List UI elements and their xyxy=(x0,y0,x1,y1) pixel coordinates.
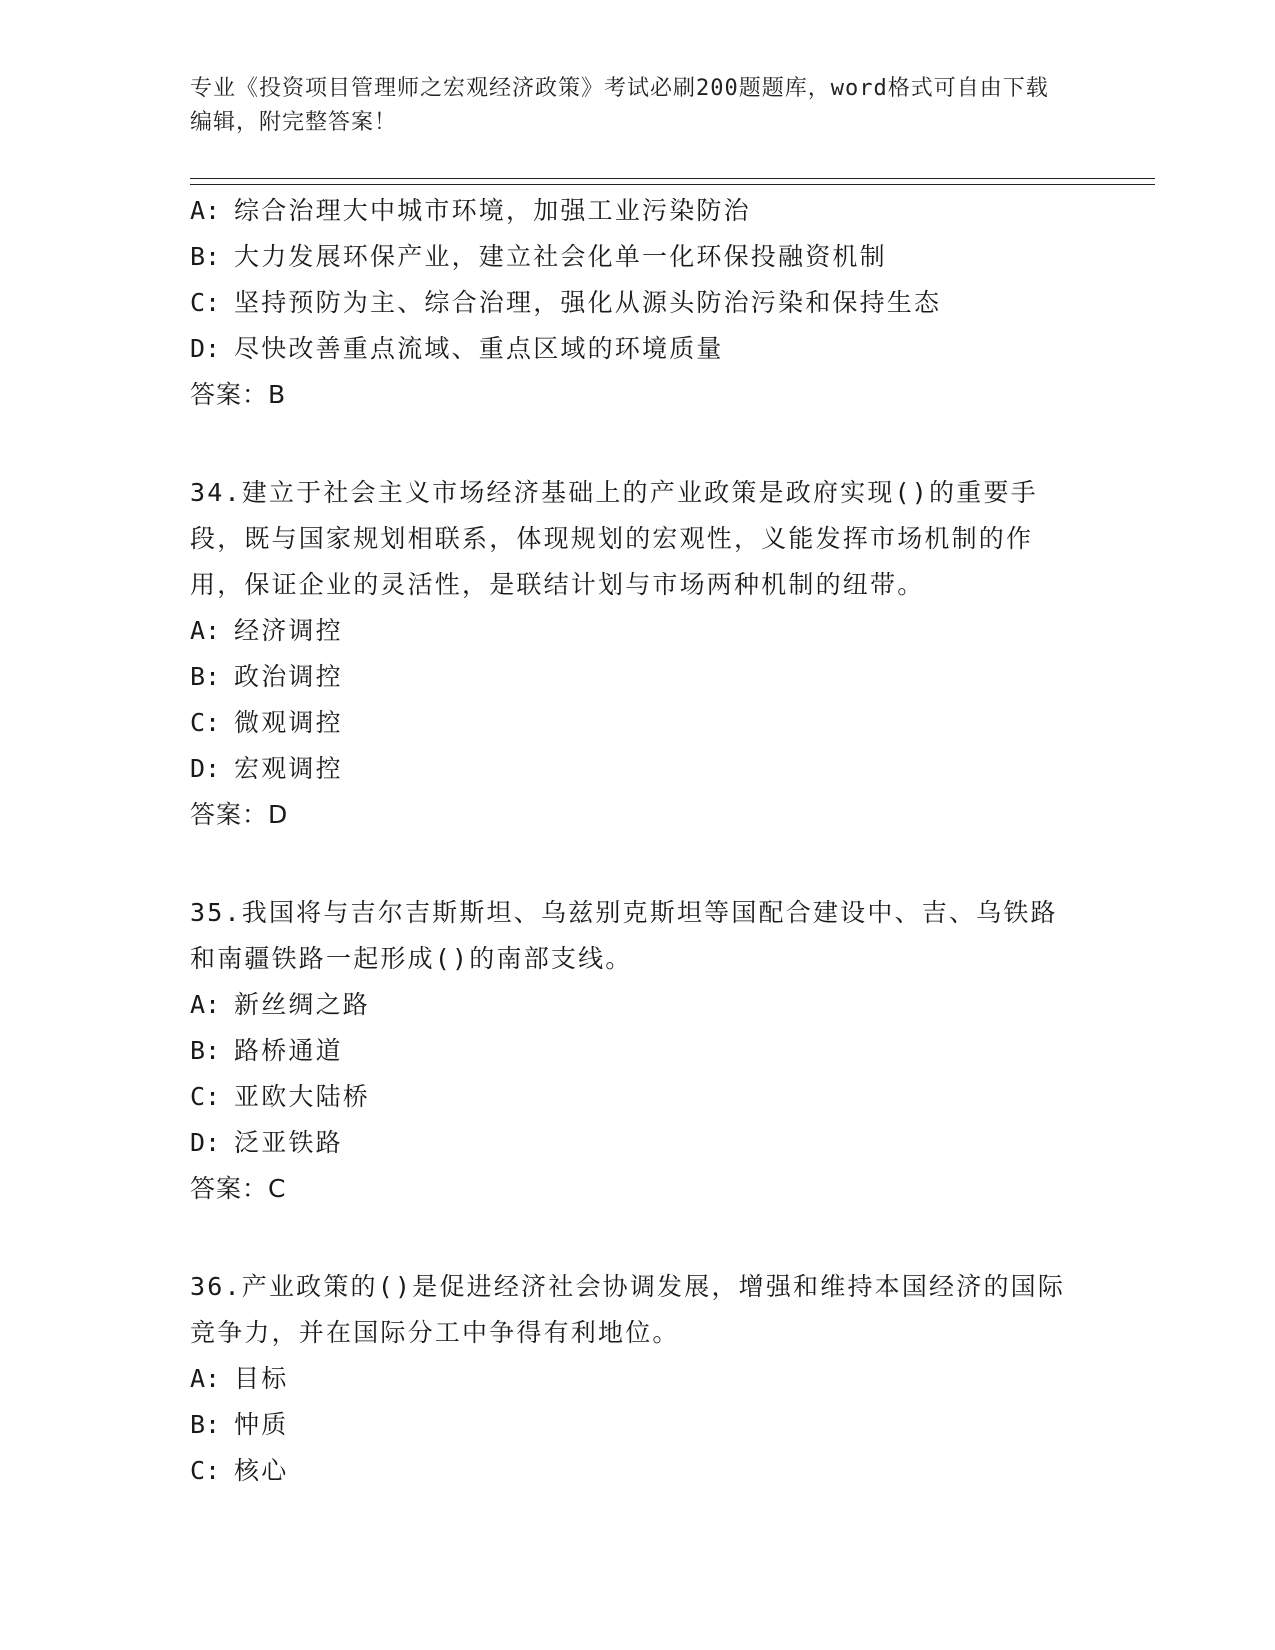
answer-line: 答案：B xyxy=(190,380,287,409)
option-c: C: 坚持预防为主、综合治理，强化从源头防治污染和保持生态 xyxy=(190,288,942,317)
option-d: D: 泛亚铁路 xyxy=(190,1128,343,1157)
option-a: A: 综合治理大中城市环境，加强工业污染防治 xyxy=(190,196,751,225)
question-text: 35.我国将与吉尔吉斯斯坦、乌兹别克斯坦等国配合建设中、吉、乌铁路和南疆铁路一起形成()的南部支线。 xyxy=(190,898,1058,973)
answer-line: 答案：C xyxy=(190,1174,287,1203)
option-a: A: 新丝绸之路 xyxy=(190,990,371,1019)
option-a: A: 目标 xyxy=(190,1364,289,1393)
question-36 xyxy=(190,1264,1090,1494)
option-d: D: 宏观调控 xyxy=(190,754,343,783)
question-34 xyxy=(190,470,1090,838)
option-d: D: 尽快改善重点流域、重点区域的环境质量 xyxy=(190,334,724,363)
option-c: C: 核心 xyxy=(190,1456,289,1485)
question-text: 36.产业政策的()是促进经济社会协调发展，增强和维持本国经济的国际竞争力，并在国际分工中争得有利地位。 xyxy=(190,1272,1066,1347)
option-b: B: 忡质 xyxy=(190,1410,289,1439)
option-c: C: 亚欧大陆桥 xyxy=(190,1082,371,1111)
header-divider-line xyxy=(190,178,1155,179)
question-33-continuation xyxy=(190,188,1090,418)
question-content xyxy=(190,188,1090,1494)
document-header: 专业《投资项目管理师之宏观经济政策》考试必刷200题题库，word格式可自由下载编辑，附完整答案！ xyxy=(190,76,1049,135)
option-c: C: 微观调控 xyxy=(190,708,343,737)
question-35 xyxy=(190,890,1090,1212)
option-b: B: 大力发展环保产业，建立社会化单一化环保投融资机制 xyxy=(190,242,887,271)
answer-line: 答案：D xyxy=(190,800,289,829)
option-b: B: 路桥通道 xyxy=(190,1036,343,1065)
question-text: 34.建立于社会主义市场经济基础上的产业政策是政府实现()的重要手段，既与国家规划相联系，体现规划的宏观性，义能发挥市场机制的作用，保证企业的灵活性，是联结计划与市场两种机制的纽带。 xyxy=(190,478,1038,599)
option-b: B: 政治调控 xyxy=(190,662,343,691)
header-divider-line-2 xyxy=(190,184,1155,185)
option-a: A: 经济调控 xyxy=(190,616,343,645)
